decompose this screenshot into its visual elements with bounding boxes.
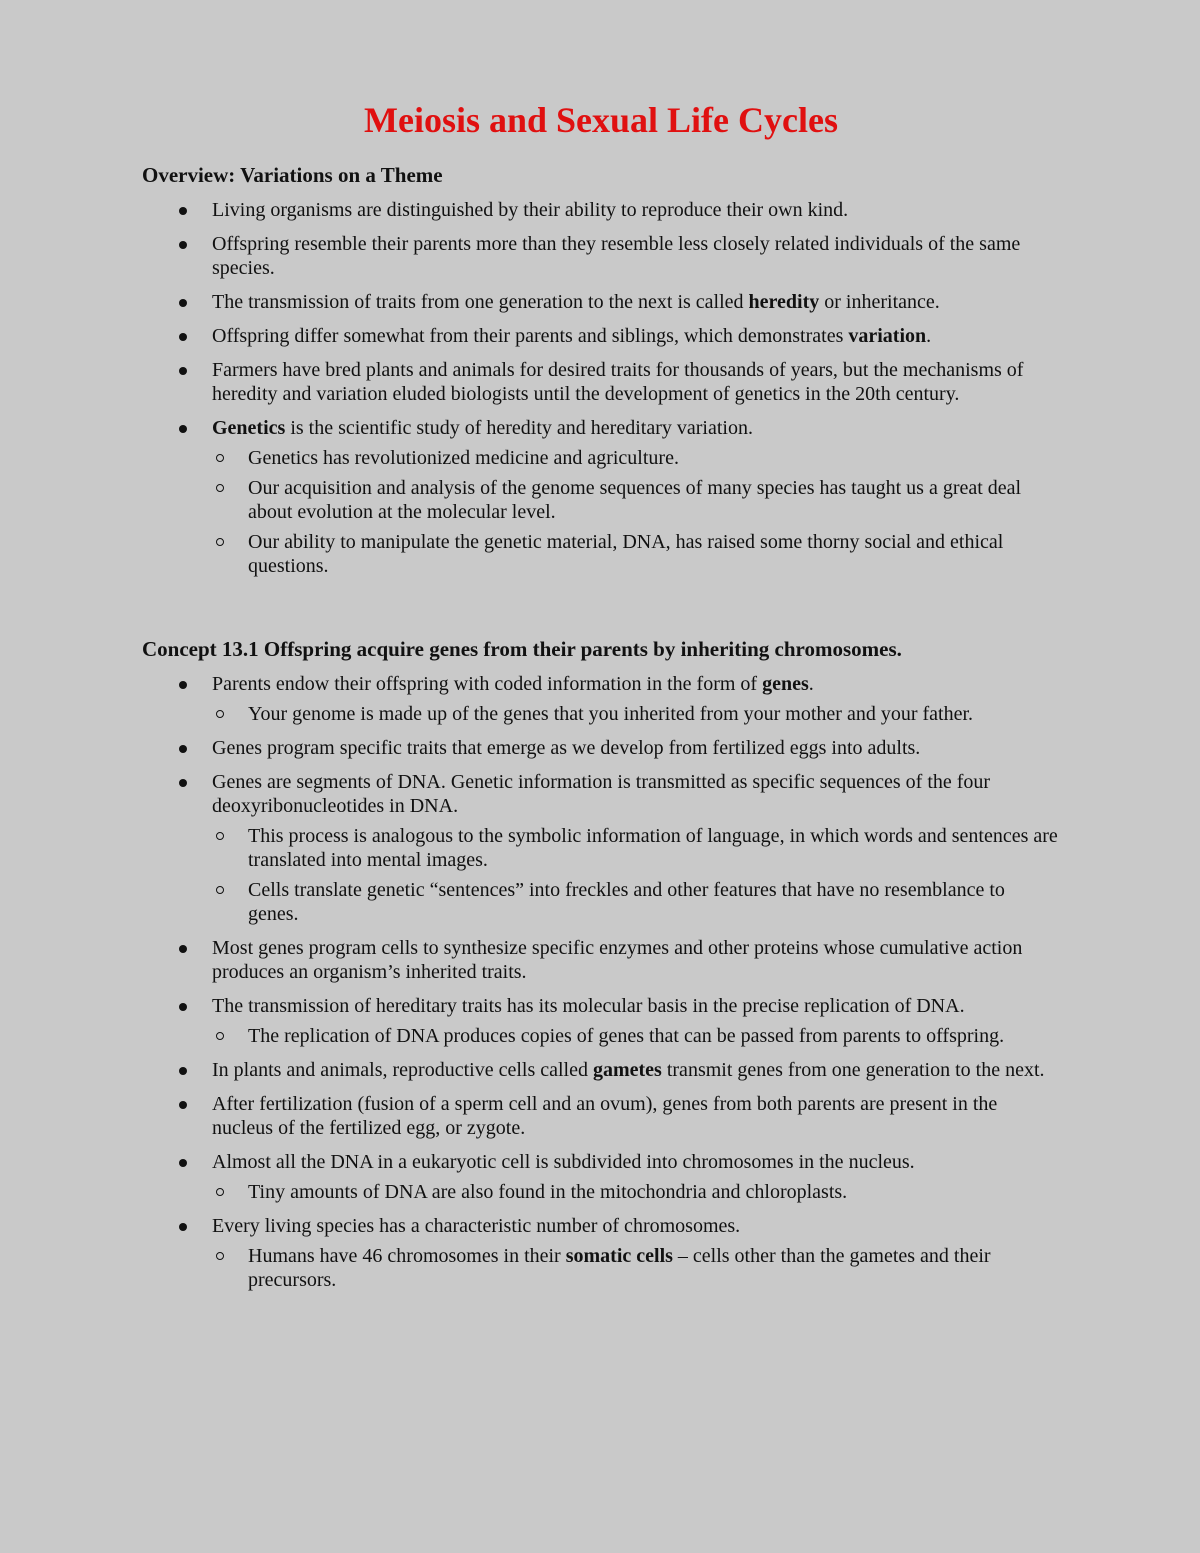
list-item: Genes program specific traits that emerge as we develop from fertilized eggs into adults. [212, 736, 1060, 760]
list-item: The transmission of traits from one generation to the next is called heredity or inheritance. [212, 290, 1060, 314]
sub-list [212, 1180, 1060, 1204]
term-genetics: Genetics [212, 417, 286, 439]
list-item: Most genes program cells to synthesize specific enzymes and other proteins whose cumulative action produces an organism’s inherited traits. [212, 936, 1060, 984]
sub-list [212, 824, 1060, 926]
list-item: Genetics is the scientific study of heredity and hereditary variation. Genetics has revolutionized medicine and agriculture. Our acquisition and analysis of the genome sequences of many species has taught us a great deal about evolution at the molecular level. Our ability to manipulate the genetic material, DNA, has raised some thorny social and ethical questions. [212, 416, 1060, 578]
list-item: Living organisms are distinguished by their ability to reproduce their own kind. [212, 198, 1060, 222]
sub-list [212, 446, 1060, 578]
page-title: Meiosis and Sexual Life Cycles [364, 100, 838, 140]
list-item: Offspring resemble their parents more than they resemble less closely related individuals of the same species. [212, 232, 1060, 280]
concept-heading: Concept 13.1 Offspring acquire genes from their parents by inheriting chromosomes. [142, 637, 902, 661]
sub-list-item: Your genome is made up of the genes that you inherited from your mother and your father. [248, 702, 1060, 726]
sub-list-item: Cells translate genetic “sentences” into freckles and other features that have no resemblance to genes. [248, 878, 1060, 926]
sub-list-item: Our ability to manipulate the genetic material, DNA, has raised some thorny social and ethical questions. [248, 530, 1060, 578]
sub-list [212, 1244, 1060, 1292]
term-variation: variation [848, 325, 927, 347]
term-genes: genes [762, 673, 809, 695]
list-item: Offspring differ somewhat from their parents and siblings, which demonstrates variation. [212, 324, 1060, 348]
concept-list [142, 672, 1060, 1292]
list-item: After fertilization (fusion of a sperm cell and an ovum), genes from both parents are present in the nucleus of the fertilized egg, or zygote. [212, 1092, 1060, 1140]
list-item: Every living species has a characteristic number of chromosomes. Humans have 46 chromosomes in their somatic cells – cells other than the gametes and their precursors. [212, 1214, 1060, 1292]
sub-list [212, 702, 1060, 726]
list-item: In plants and animals, reproductive cells called gametes transmit genes from one generation to the next. [212, 1058, 1060, 1082]
sub-list [212, 1024, 1060, 1048]
sub-list-item: Genetics has revolutionized medicine and agriculture. [248, 446, 1060, 470]
sub-list-item: This process is analogous to the symbolic information of language, in which words and sentences are translated into mental images. [248, 824, 1060, 872]
overview-list [142, 198, 1060, 578]
list-item: Farmers have bred plants and animals for desired traits for thousands of years, but the mechanisms of heredity and variation eluded biologists until the development of genetics in the 20th century. [212, 358, 1060, 406]
term-gametes: gametes [592, 1059, 662, 1081]
sub-list-item: Tiny amounts of DNA are also found in the mitochondria and chloroplasts. [248, 1180, 1060, 1204]
list-item: The transmission of hereditary traits has its molecular basis in the precise replication of DNA. The replication of DNA produces copies of genes that can be passed from parents to offspring. [212, 994, 1060, 1048]
list-item: Almost all the DNA in a eukaryotic cell is subdivided into chromosomes in the nucleus. Tiny amounts of DNA are also found in the mitochondria and chloroplasts. [212, 1150, 1060, 1204]
overview-heading: Overview: Variations on a Theme [142, 163, 443, 187]
term-somatic-cells: somatic cells [565, 1245, 673, 1267]
list-item: Parents endow their offspring with coded information in the form of genes. Your genome is made up of the genes that you inherited from your mother and your father. [212, 672, 1060, 726]
term-heredity: heredity [748, 291, 820, 313]
sub-list-item: Humans have 46 chromosomes in their somatic cells – cells other than the gametes and their precursors. [248, 1244, 1060, 1292]
sub-list-item: Our acquisition and analysis of the genome sequences of many species has taught us a great deal about evolution at the molecular level. [248, 476, 1060, 524]
sub-list-item: The replication of DNA produces copies of genes that can be passed from parents to offspring. [248, 1024, 1060, 1048]
list-item: Genes are segments of DNA. Genetic information is transmitted as specific sequences of the four deoxyribonucleotides in DNA. This process is analogous to the symbolic information of language, in which words and sentences are translated into mental images. Cells translate genetic “sentences” into freckles and other features that have no resemblance to genes. [212, 770, 1060, 926]
